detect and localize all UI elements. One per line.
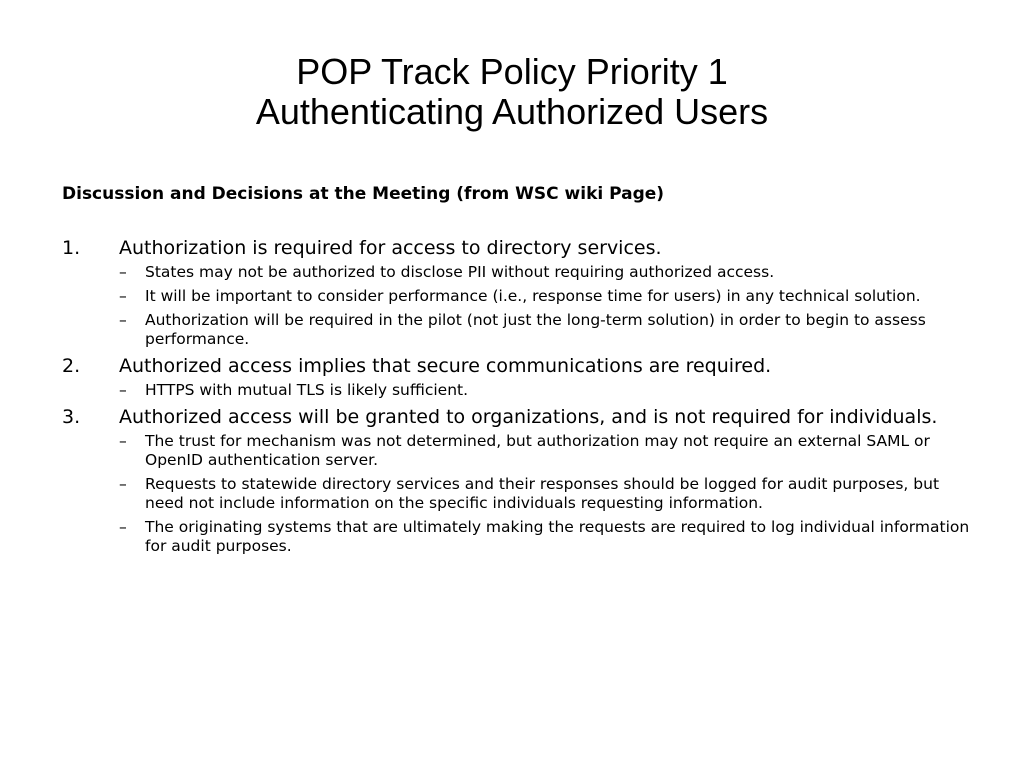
- dash-bullet: –: [119, 263, 127, 281]
- numbered-item-2: [62, 354, 972, 400]
- sub-bullet: [119, 287, 972, 306]
- sub-bullet-list: [119, 263, 972, 349]
- sub-bullet-text: HTTPS with mutual TLS is likely sufficient.: [145, 381, 469, 399]
- sub-bullet: [119, 475, 972, 513]
- sub-bullet: [119, 518, 972, 556]
- numbered-item-3: [62, 405, 972, 556]
- sub-bullet-list: [119, 381, 972, 400]
- title-line-2: Authenticating Authorized Users: [255, 91, 769, 132]
- sub-bullet-text: It will be important to consider performance (i.e., response time for users) in any technical solution.: [145, 287, 921, 305]
- dash-bullet: –: [119, 311, 127, 329]
- title-line-1: POP Track Policy Priority 1: [296, 51, 728, 92]
- item-text: Authorized access implies that secure communications are required.: [119, 355, 772, 377]
- sub-bullet-text: Authorization will be required in the pilot (not just the long-term solution) in order to begin to assess performance.: [145, 311, 926, 348]
- sub-bullet-list: [119, 432, 972, 556]
- dash-bullet: –: [119, 432, 127, 450]
- sub-bullet-text: States may not be authorized to disclose PII without requiring authorized access.: [145, 263, 775, 281]
- item-text: Authorized access will be granted to organizations, and is not required for individuals.: [119, 406, 938, 428]
- item-number: 2.: [62, 355, 81, 377]
- sub-bullet: [119, 381, 972, 400]
- item-text: Authorization is required for access to directory services.: [119, 237, 662, 259]
- dash-bullet: –: [119, 518, 127, 536]
- numbered-item-1: [62, 236, 972, 349]
- slide-body: [62, 182, 972, 561]
- section-subtitle: Discussion and Decisions at the Meeting (from WSC wiki Page): [62, 184, 665, 204]
- sub-bullet-text: The originating systems that are ultimately making the requests are required to log individual information for audit purposes.: [145, 518, 970, 555]
- sub-bullet: [119, 311, 972, 349]
- sub-bullet-text: Requests to statewide directory services and their responses should be logged for audit purposes, but need not include information on the specific individuals requesting information.: [145, 475, 940, 512]
- dash-bullet: –: [119, 287, 127, 305]
- item-number: 3.: [62, 406, 81, 428]
- sub-bullet-text: The trust for mechanism was not determined, but authorization may not require an external SAML or OpenID authentication server.: [145, 432, 930, 469]
- sub-bullet: [119, 432, 972, 470]
- item-number: 1.: [62, 237, 81, 259]
- dash-bullet: –: [119, 475, 127, 493]
- sub-bullet: [119, 263, 972, 282]
- slide-title: [0, 52, 1024, 132]
- dash-bullet: –: [119, 381, 127, 399]
